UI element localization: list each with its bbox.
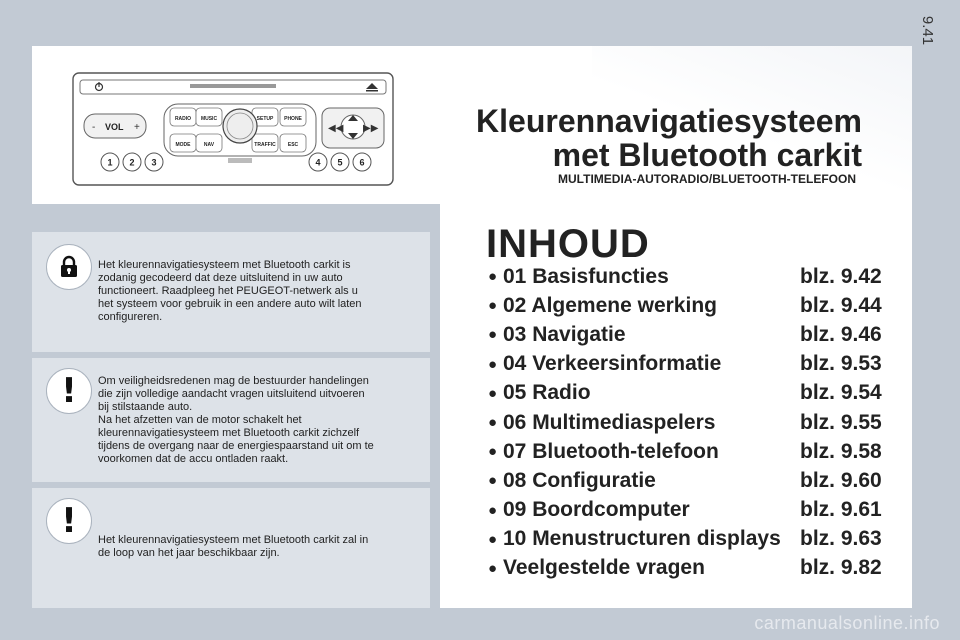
- toc-item[interactable]: [488, 408, 898, 437]
- toc-item-label: 07 Bluetooth-telefoon: [503, 439, 719, 463]
- subtitle-1: MULTIMEDIA-AUTORADIO/BLUETOOTH-TELEFOON: [558, 172, 856, 186]
- preset-label: 4: [315, 157, 321, 168]
- toc-item-page: blz. 9.42: [800, 264, 882, 288]
- toc-item[interactable]: [488, 262, 898, 291]
- note-line: voorkomen dat de accu ontladen raakt.: [98, 453, 289, 465]
- radio-button-label: ESC: [287, 142, 299, 148]
- bullet-icon: ●: [488, 530, 498, 548]
- bullet-icon: ●: [488, 297, 498, 315]
- bullet-icon: ●: [488, 559, 498, 577]
- note-line: tijdens de overgang naar de energiespaarstand uit om te: [98, 440, 374, 452]
- note-safety: [32, 358, 430, 482]
- vol-minus-label: -: [92, 122, 96, 133]
- lock-icon: [46, 244, 92, 290]
- title-block: [476, 104, 862, 172]
- note-coding: [32, 232, 430, 352]
- toc-title: INHOUD: [486, 222, 650, 266]
- toc-item[interactable]: [488, 291, 898, 320]
- toc-item-label: Veelgestelde vragen: [503, 556, 705, 580]
- note-line: kleurennavigatiesysteem met Bluetooth carkit zichzelf: [98, 427, 360, 439]
- note-line: die zijn volledige aandacht vragen uitsluitend uitvoeren: [98, 388, 365, 400]
- toc-item-label: 08 Configuratie: [503, 468, 656, 492]
- toc-item-page: blz. 9.61: [800, 498, 882, 522]
- title-line-1: Kleurennavigatiesysteem: [476, 103, 862, 139]
- toc-item-page: blz. 9.60: [800, 468, 882, 492]
- note-text: [98, 375, 420, 466]
- toc-item[interactable]: [488, 525, 898, 554]
- radio-button-label: PHONE: [284, 116, 302, 122]
- toc-item[interactable]: [488, 466, 898, 495]
- toc-item-label: 10 Menustructuren displays: [503, 527, 781, 551]
- header-panel: [32, 46, 912, 204]
- toc-item-label: 06 Multimediaspelers: [503, 410, 716, 434]
- toc-list: [488, 262, 898, 583]
- toc-item-label: 02 Algemene werking: [503, 293, 717, 317]
- warning-icon: [46, 368, 92, 414]
- radio-button-label: RADIO: [174, 116, 192, 122]
- toc-item-page: blz. 9.44: [800, 293, 882, 317]
- title-line-2: met Bluetooth carkit: [552, 137, 862, 173]
- toc-item-label: 04 Verkeersinformatie: [503, 352, 722, 376]
- toc-item[interactable]: [488, 379, 898, 408]
- toc-item[interactable]: [488, 350, 898, 379]
- preset-label: 1: [107, 157, 113, 168]
- toc-item[interactable]: [488, 496, 898, 525]
- radio-button-label: MUSIC: [200, 116, 218, 122]
- note-line: de loop van het jaar beschikbaar zijn.: [98, 547, 280, 559]
- vol-plus-label: +: [134, 122, 140, 133]
- watermark: carmanualsonline.info: [754, 613, 940, 633]
- bullet-icon: ●: [488, 326, 498, 344]
- note-line: Het kleurennavigatiesysteem met Bluetooth carkit zal in: [98, 534, 369, 546]
- bullet-icon: ●: [488, 414, 498, 432]
- preset-label: 2: [129, 157, 135, 168]
- toc-item-page: blz. 9.63: [800, 527, 882, 551]
- radio-button-label: NAV: [203, 142, 215, 148]
- toc-item-page: blz. 9.54: [800, 381, 882, 405]
- toc-item-label: 01 Basisfuncties: [503, 264, 669, 288]
- note-line: Om veiligheidsredenen mag de bestuurder handelingen: [98, 375, 369, 387]
- note-line: Na het afzetten van de motor schakelt het: [98, 414, 302, 426]
- toc-item-page: blz. 9.46: [800, 322, 882, 346]
- toc-item-page: blz. 9.53: [800, 352, 882, 376]
- warning-icon: [46, 498, 92, 544]
- bullet-icon: ●: [488, 501, 498, 519]
- main-knob[interactable]: [223, 109, 257, 143]
- bullet-icon: ●: [488, 472, 498, 490]
- toc-item[interactable]: [488, 320, 898, 349]
- note-line: bij stilstaande auto.: [98, 401, 193, 413]
- warning-symbol: !: [61, 371, 77, 411]
- note-text: [98, 534, 420, 560]
- toc-panel: [440, 198, 912, 608]
- note-line: Het kleurennavigatiesysteem met Bluetooth carkit is: [98, 259, 351, 271]
- preset-label: 5: [337, 157, 343, 168]
- toc-item[interactable]: [488, 437, 898, 466]
- toc-item-page: blz. 9.58: [800, 439, 882, 463]
- note-line: het systeem voor gebruik in een andere auto wilt laten: [98, 298, 362, 310]
- seek-back-icon[interactable]: ◀◀: [328, 123, 344, 134]
- note-line: zodanig gecodeerd dat deze uitsluitend in uw auto: [98, 272, 343, 284]
- bullet-icon: ●: [488, 443, 498, 461]
- bullet-icon: ●: [488, 384, 498, 402]
- note-line: configureren.: [98, 311, 163, 323]
- bullet-icon: ●: [488, 268, 498, 286]
- radio-button-label: TRAFFIC: [254, 142, 276, 148]
- radio-unit-illustration: [72, 72, 394, 186]
- bullet-icon: ●: [488, 355, 498, 373]
- preset-label: 6: [359, 157, 365, 168]
- toc-item-label: 05 Radio: [503, 381, 591, 405]
- note-availability: [32, 488, 430, 608]
- toc-item-page: blz. 9.82: [800, 556, 882, 580]
- toc-item-label: 09 Boordcomputer: [503, 498, 690, 522]
- toc-item-page: blz. 9.55: [800, 410, 882, 434]
- preset-label: 3: [151, 157, 157, 168]
- radio-button-label: MODE: [175, 142, 191, 148]
- warning-symbol: !: [61, 501, 77, 541]
- note-text: [98, 259, 420, 324]
- radio-button-label: SETUP: [256, 116, 274, 122]
- vol-label: VOL: [105, 122, 124, 132]
- seek-forward-icon[interactable]: ▶▶: [363, 123, 379, 134]
- toc-item-label: 03 Navigatie: [503, 322, 626, 346]
- note-line: functioneert. Raadpleeg het PEUGEOT-netwerk als u: [98, 285, 358, 297]
- page-number: 9.41: [918, 15, 936, 46]
- toc-item[interactable]: [488, 554, 898, 583]
